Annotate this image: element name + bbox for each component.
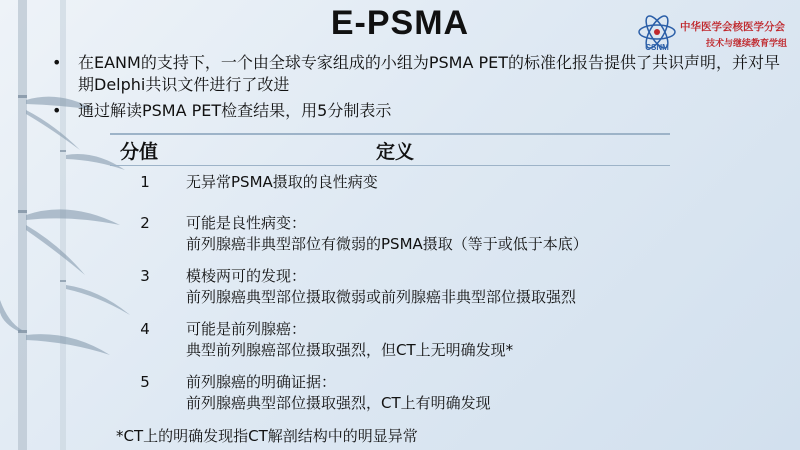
row-score: 5 (140, 373, 150, 391)
definition-line: 可能是前列腺癌： (186, 320, 307, 338)
logo-group-name: 技术与继续教育学组 (706, 39, 788, 49)
definition-line: 可能是良性病变： (186, 214, 307, 232)
footnote: *CT上的明确发现指CT解剖结构中的明显异常 (116, 427, 418, 445)
definition-line: 前列腺癌典型部位摄取微弱或前列腺癌非典型部位摄取强烈 (186, 288, 577, 306)
row-score: 2 (140, 214, 150, 232)
row-definition (180, 372, 670, 414)
row-definition (180, 213, 670, 255)
definition-line: 前列腺癌非典型部位有微弱的PSMA摄取（等于或低于本底） (186, 235, 588, 253)
definition-line: 前列腺癌典型部位摄取强烈，CT上有明确发现 (186, 394, 491, 412)
definition-line: 前列腺癌的明确证据： (186, 373, 337, 391)
csnm-logo (636, 14, 796, 54)
table-row (110, 213, 670, 255)
logo-emblem-text: CSNM (645, 43, 669, 52)
row-score: 3 (140, 267, 150, 285)
atom-emblem-icon (636, 14, 678, 52)
table-row (110, 172, 670, 193)
table-header (110, 133, 670, 166)
definition-line: 典型前列腺癌部位摄取强烈，但CT上无明确发现* (186, 341, 514, 359)
logo-org-name: 中华医学会核医学分会 (680, 21, 785, 33)
header-definition: 定义 (375, 140, 414, 163)
row-definition (180, 266, 670, 308)
bullet-item (52, 52, 787, 96)
slide-title: E-PSMA (330, 4, 470, 42)
bullet-text: 在EANM的支持下，一个由全球专家组成的小组为PSMA PET的标准化报告提供了共识声明，并对早期Delphi共识文件进行了改进 (78, 53, 781, 94)
bullet-text: 通过解读PSMA PET检查结果，用5分制表示 (78, 101, 392, 120)
psma-score-table (110, 133, 670, 414)
row-score: 4 (140, 320, 150, 338)
table-row (110, 266, 670, 308)
table-row (110, 372, 670, 414)
bullet-dot-icon: • (52, 53, 62, 72)
header-score: 分值 (120, 140, 159, 163)
definition-line: 模棱两可的发现： (186, 267, 307, 285)
bullet-item (52, 100, 787, 122)
bullet-list (52, 52, 787, 126)
bullet-dot-icon: • (52, 101, 62, 120)
definition-line: 无异常PSMA摄取的良性病变 (186, 173, 378, 191)
row-definition (180, 172, 670, 193)
table-row (110, 319, 670, 361)
row-score: 1 (140, 173, 150, 191)
row-definition (180, 319, 670, 361)
